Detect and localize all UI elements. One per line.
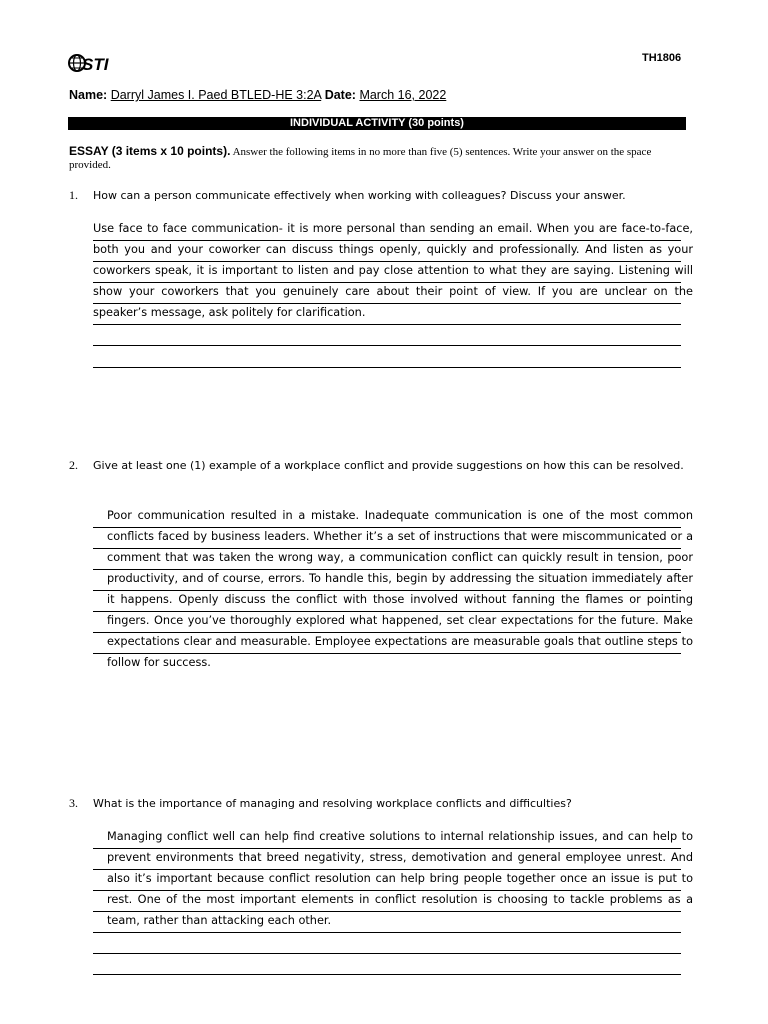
answer-line: [93, 953, 681, 954]
activity-banner: INDIVIDUAL ACTIVITY (30 points): [68, 117, 686, 130]
answer-line: [93, 932, 681, 933]
answer-line: [93, 974, 681, 975]
question-3-number: 3.: [69, 796, 78, 810]
question-1-number: 1.: [69, 188, 78, 202]
answer-line: [93, 324, 681, 325]
date-value: March 16, 2022: [359, 88, 447, 102]
question-2-answer: Poor communication resulted in a mistake. Inadequate communication is one of the most common conflicts faced by business leaders. Whether it’s a set of instructions that were miscommunicated or a comment that was taken the wrong way, a communication conflict can quickly result in tension, poor productivity, and of course, errors. To handle this, begin by addressing the situation immediately after it happens. Openly discuss the conflict with those involved without fanning the flames or pointing fingers. Once you’ve thoroughly explored what happened, set clear expectations for the future. Make expectations clear and measurable. Employee expectations are measurable goals that outline steps to follow for success.: [107, 509, 693, 669]
essay-lead: ESSAY (3 items x 10 points).: [69, 144, 231, 158]
answer-line: [93, 345, 681, 346]
question-1-answer: Use face to face communication- it is more personal than sending an email. When you are face-to-face, both you and your coworker can discuss things openly, quickly and professionally. And listen as your coworkers speak, it is important to listen and pay close attention to what they are saying. Listening will show your coworkers that you genuinely care about their point of view. If you are unclear on the speaker’s message, ask politely for clarification.: [93, 222, 693, 319]
document-id: TH1806: [642, 52, 682, 64]
date-label: Date:: [324, 88, 356, 102]
name-label: Name:: [69, 88, 108, 102]
question-3-text: What is the importance of managing and resolving workplace conflicts and difficulties?: [93, 797, 572, 810]
answer-line: [93, 367, 681, 368]
question-3-answer: Managing conflict well can help find creative solutions to internal relationship issues, and can help to prevent environments that breed negativity, stress, demotivation and general employee unrest. And also it’s important because conflict resolution can help bring people together once an issue is put to rest. One of the most important elements in conflict resolution is choosing to tackle problems as a team, rather than attacking each other.: [107, 830, 693, 927]
logo-text: STI: [82, 55, 109, 74]
question-1-text: How can a person communicate effectively when working with colleagues? Discuss your answer.: [93, 189, 626, 202]
student-info-line: [69, 88, 446, 102]
question-2-number: 2.: [69, 458, 78, 472]
name-value: Darryl James I. Paed BTLED-HE 3:2A: [110, 88, 322, 102]
sti-logo: [68, 52, 114, 74]
essay-instructions-text: Answer the following items in no more than five (5) sentences. Write your answer on the space provided.: [69, 146, 652, 171]
question-2-text: Give at least one (1) example of a workplace conflict and provide suggestions on how this can be resolved.: [93, 459, 684, 472]
essay-instructions: [69, 145, 691, 172]
